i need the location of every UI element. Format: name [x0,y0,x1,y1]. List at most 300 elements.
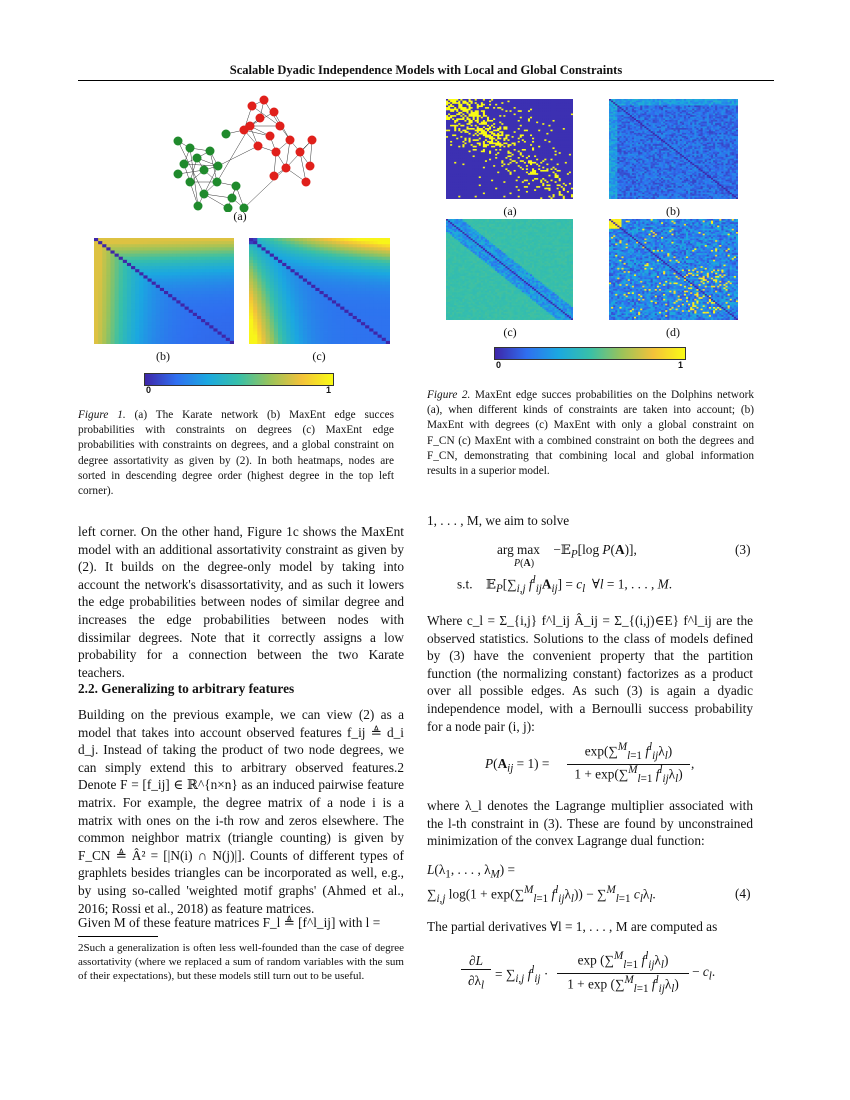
heatmap-cell [373,238,378,242]
heatmap-cell [378,275,383,279]
heatmap-cell [282,266,287,270]
heatmap-cell [164,322,169,326]
heatmap-cell [361,250,366,254]
heatmap-cell [365,238,370,242]
heatmap-cell [102,316,107,320]
heatmap-cell [320,279,325,283]
heatmap-cell [172,238,177,242]
heatmap-cell [336,335,341,339]
heatmap-cell [369,244,374,248]
heatmap-cell [168,303,173,307]
heatmap-cell [115,250,120,254]
heatmap-cell [139,263,144,267]
heatmap-cell [320,263,325,267]
heatmap-cell [303,269,308,273]
running-header: Scalable Dyadic Independence Models with Local and Global Constraints [229,63,623,77]
heatmap-cell [382,260,387,264]
heatmap-cell [328,319,333,323]
heatmap-cell [315,288,320,292]
heatmap-cell [286,291,291,295]
heatmap-cell [382,257,387,261]
heatmap-cell [152,282,157,286]
heatmap-cell [94,241,99,245]
heatmap-cell [213,294,218,298]
heatmap-cell [340,275,345,279]
heatmap-cell [127,313,132,317]
heatmap-cell [94,322,99,326]
heatmap-cell [295,247,300,251]
heatmap-cell [164,238,169,242]
heatmap-cell [197,322,202,326]
heatmap-cell [274,294,279,298]
heatmap-cell [143,341,148,344]
heatmap-cell [102,279,107,283]
heatmap-cell [299,319,304,323]
heatmap-cell [253,310,258,314]
heatmap-cell [106,303,111,307]
heatmap-cell [365,335,370,339]
heatmap-cell [286,260,291,264]
heatmap-cell [168,285,173,289]
heatmap-cell [180,322,185,326]
heatmap-cell [299,325,304,329]
heatmap-cell [213,247,218,251]
heatmap-cell [230,313,234,317]
heatmap-cell [295,275,300,279]
heatmap-cell [340,328,345,332]
heatmap-cell [160,322,165,326]
heatmap-cell [115,328,120,332]
heatmap-cell [119,260,124,264]
heatmap-cell [148,279,153,283]
heatmap-cell [261,341,266,344]
heatmap-cell [353,275,358,279]
heatmap-cell [324,260,329,264]
heatmap-cell [123,279,128,283]
heatmap-cell [106,332,111,336]
heatmap-cell [139,316,144,320]
heatmap-cell [357,303,362,307]
heatmap-cell [115,297,120,301]
heatmap-cell [328,263,333,267]
heatmap-cell [253,257,258,261]
heatmap-cell [123,307,128,311]
heatmap-cell [307,294,312,298]
heatmap-cell [119,313,124,317]
heatmap-cell [94,328,99,332]
heatmap-cell [266,297,271,301]
heatmap-cell [172,332,177,336]
heatmap-cell [172,250,177,254]
heatmap-cell [369,300,374,304]
heatmap-cell [102,272,107,276]
heatmap-cell [176,313,181,317]
heatmap-cell [357,313,362,317]
heatmap-cell [213,244,218,248]
heatmap-cell [286,275,291,279]
heatmap-cell [139,297,144,301]
heatmap-cell [230,325,234,329]
heatmap-cell [382,322,387,326]
heatmap-cell [382,338,387,342]
heatmap-cell [102,285,107,289]
heatmap-cell [307,257,312,261]
heatmap-cell [357,241,362,245]
heatmap-cell [303,319,308,323]
heatmap-cell [123,322,128,326]
heatmap-cell [336,322,341,326]
heatmap-cell [278,247,283,251]
heatmap-cell [324,303,329,307]
heatmap-cell [180,325,185,329]
heatmap-cell [213,238,218,242]
heatmap-cell [222,257,227,261]
heatmap-cell [189,279,194,283]
heatmap-cell [139,272,144,276]
heatmap-cell [270,291,275,295]
heatmap-cell [180,300,185,304]
heatmap-cell [332,338,337,342]
heatmap-cell [222,266,227,270]
heatmap-cell [295,288,300,292]
heatmap-cell [361,332,366,336]
heatmap-cell [270,322,275,326]
heatmap-cell [106,294,111,298]
heatmap-cell [160,341,165,344]
heatmap-cell [185,303,190,307]
heatmap-cell [353,303,358,307]
heatmap-cell [315,325,320,329]
heatmap-cell [353,294,358,298]
heatmap-cell [226,263,231,267]
heatmap-cell [139,241,144,245]
heatmap-cell [172,269,177,273]
heatmap-cell [290,328,295,332]
heatmap-cell [257,247,262,251]
heatmap-cell [249,303,254,307]
heatmap-cell [382,319,387,323]
heatmap-cell [274,263,279,267]
heatmap-cell [328,254,333,258]
heatmap-cell [261,322,266,326]
heatmap-cell [303,297,308,301]
heatmap-cell [135,285,140,289]
heatmap-cell [143,244,148,248]
heatmap-cell [386,319,390,323]
heatmap-cell [115,266,120,270]
heatmap-cell [361,294,366,298]
heatmap-cell [303,263,308,267]
heatmap-cell [303,294,308,298]
heatmap-cell [357,279,362,283]
heatmap-cell [222,269,227,273]
heatmap-cell [357,335,362,339]
heatmap-cell [324,279,329,283]
heatmap-cell [230,310,234,314]
heatmap-cell [106,322,111,326]
heatmap-cell [205,238,210,242]
heatmap-cell [369,307,374,311]
heatmap-cell [218,303,223,307]
heatmap-cell [249,238,254,242]
heatmap-cell [357,254,362,258]
heatmap-cell [110,291,115,295]
heatmap-cell [119,266,124,270]
heatmap-cell [290,254,295,258]
heatmap-cell [98,285,103,289]
heatmap-cell [156,338,161,342]
heatmap-cell [332,294,337,298]
heatmap-cell [295,269,300,273]
heatmap-cell [201,288,206,292]
heatmap-cell [106,247,111,251]
heatmap-cell [278,319,283,323]
heatmap-cell [213,307,218,311]
heatmap-cell [209,282,214,286]
heatmap-cell [139,325,144,329]
heatmap-cell [156,257,161,261]
heatmap-cell [106,279,111,283]
heatmap-cell [193,244,198,248]
heatmap-cell [311,269,316,273]
heatmap-cell [361,335,366,339]
heatmap-cell [180,313,185,317]
heatmap-cell [160,297,165,301]
heatmap-cell [336,297,341,301]
heatmap-cell [127,260,132,264]
heatmap-cell [320,291,325,295]
heatmap-cell [213,328,218,332]
heatmap-cell [148,269,153,273]
heatmap-cell [257,297,262,301]
heatmap-cell [143,254,148,258]
heatmap-cell [340,250,345,254]
heatmap-cell [373,322,378,326]
heatmap-cell [336,288,341,292]
heatmap-cell [270,279,275,283]
heatmap-cell [315,310,320,314]
heatmap-cell [185,328,190,332]
heatmap-cell [139,319,144,323]
heatmap-cell [127,291,132,295]
heatmap-cell [324,241,329,245]
heatmap-cell [361,279,366,283]
heatmap-cell [299,313,304,317]
heatmap-cell [340,338,345,342]
heatmap-cell [230,338,234,342]
heatmap-cell [349,260,354,264]
heatmap-cell [257,291,262,295]
heatmap-cell [286,247,291,251]
heatmap-cell [164,297,169,301]
heatmap-cell [315,238,320,242]
heatmap-cell [349,238,354,242]
heatmap-cell [249,338,254,342]
heatmap-cell [365,328,370,332]
heatmap-cell [152,325,157,329]
heatmap-cell [176,291,181,295]
heatmap-cell [307,328,312,332]
heatmap-cell [266,285,271,289]
network-node [256,114,265,123]
network-node [240,126,249,135]
heatmap-cell [382,307,387,311]
heatmap-cell [278,313,283,317]
heatmap-cell [160,272,165,276]
heatmap-cell [230,297,234,301]
heatmap-cell [340,244,345,248]
heatmap-cell [127,310,132,314]
heatmap-cell [299,254,304,258]
figure1-label-b: (b) [156,349,170,363]
heatmap-cell [278,316,283,320]
heatmap-cell [382,266,387,270]
heatmap-cell [290,319,295,323]
heatmap-cell [209,241,214,245]
heatmap-cell [143,319,148,323]
heatmap-cell [172,282,177,286]
heatmap-cell [110,322,115,326]
heatmap-cell [123,250,128,254]
heatmap-cell [249,316,254,320]
heatmap-cell [266,275,271,279]
heatmap-cell [382,294,387,298]
heatmap-cell [286,303,291,307]
figure1-label-a: (a) [233,209,247,223]
heatmap-cell [168,291,173,295]
heatmap-cell [299,263,304,267]
heatmap-cell [213,257,218,261]
heatmap-cell [172,272,177,276]
heatmap-cell [378,247,383,251]
heatmap-cell [176,250,181,254]
heatmap-cell [205,247,210,251]
heatmap-cell [218,260,223,264]
heatmap-cell [197,332,202,336]
heatmap-cell [357,260,362,264]
heatmap-cell [106,257,111,261]
heatmap-cell [197,338,202,342]
heatmap-cell [160,303,165,307]
heatmap-cell [205,303,210,307]
heatmap-cell [336,282,341,286]
heatmap-cell [286,316,291,320]
heatmap-cell [307,332,312,336]
heatmap-cell [94,300,99,304]
heatmap-cell [115,316,120,320]
heatmap-cell [135,328,140,332]
heatmap-cell [382,328,387,332]
heatmap-cell [320,316,325,320]
heatmap-cell [106,250,111,254]
heatmap-cell [94,269,99,273]
heatmap-cell [110,335,115,339]
heatmap-cell [282,316,287,320]
heatmap-cell [353,272,358,276]
heatmap-cell [185,338,190,342]
heatmap-cell [373,260,378,264]
heatmap-cell [332,247,337,251]
heatmap-cell [209,341,214,344]
heatmap-cell [213,325,218,329]
heatmap-cell [102,335,107,339]
heatmap-cell [270,297,275,301]
heatmap-cell [386,247,390,251]
heatmap-cell [172,313,177,317]
heatmap-cell [349,275,354,279]
heatmap-cell [332,288,337,292]
heatmap-cell [176,310,181,314]
heatmap-cell [274,325,279,329]
heatmap-cell [201,313,206,317]
heatmap-cell [344,288,349,292]
heatmap-cell [139,247,144,251]
heatmap-cell [110,332,115,336]
heatmap-cell [131,263,136,267]
heatmap-cell [222,294,227,298]
heatmap-cell [253,275,258,279]
heatmap-cell [320,313,325,317]
heatmap-cell [303,341,308,344]
heatmap-cell [307,338,312,342]
heatmap-cell [315,254,320,258]
heatmap-cell [386,294,390,298]
heatmap-cell [230,335,234,339]
heatmap-cell [257,250,262,254]
heatmap-cell [148,250,153,254]
heatmap-cell [340,260,345,264]
heatmap-cell [349,263,354,267]
heatmap-cell [218,269,223,273]
heatmap-cell [266,247,271,251]
heatmap-cell [222,322,227,326]
heatmap-cell [164,303,169,307]
heatmap-cell [94,313,99,317]
heatmap-cell [290,241,295,245]
heatmap-cell [320,294,325,298]
heatmap-cell [365,241,370,245]
heatmap-cell [230,241,234,245]
heatmap-cell [328,322,333,326]
heatmap-cell [94,254,99,258]
heatmap-cell [282,238,287,242]
heatmap-cell [127,338,132,342]
heatmap-cell [106,254,111,258]
heatmap-cell [324,294,329,298]
heatmap-cell [176,285,181,289]
heatmap-cell [226,260,231,264]
heatmap-cell [257,341,262,344]
heatmap-cell [253,294,258,298]
heatmap-cell [299,341,304,344]
heatmap-cell [135,297,140,301]
heatmap-cell [257,313,262,317]
heatmap-cell [349,335,354,339]
heatmap-cell [185,310,190,314]
heatmap-cell [303,316,308,320]
heatmap-cell [115,307,120,311]
heatmap-cell [168,338,173,342]
heatmap-cell [332,241,337,245]
heatmap-cell [373,297,378,301]
heatmap-cell [205,313,210,317]
heatmap-cell [365,279,370,283]
heatmap-cell [110,294,115,298]
heatmap-cell [131,241,136,245]
heatmap-cell [295,241,300,245]
heatmap-cell [148,282,153,286]
heatmap-cell [148,238,153,242]
